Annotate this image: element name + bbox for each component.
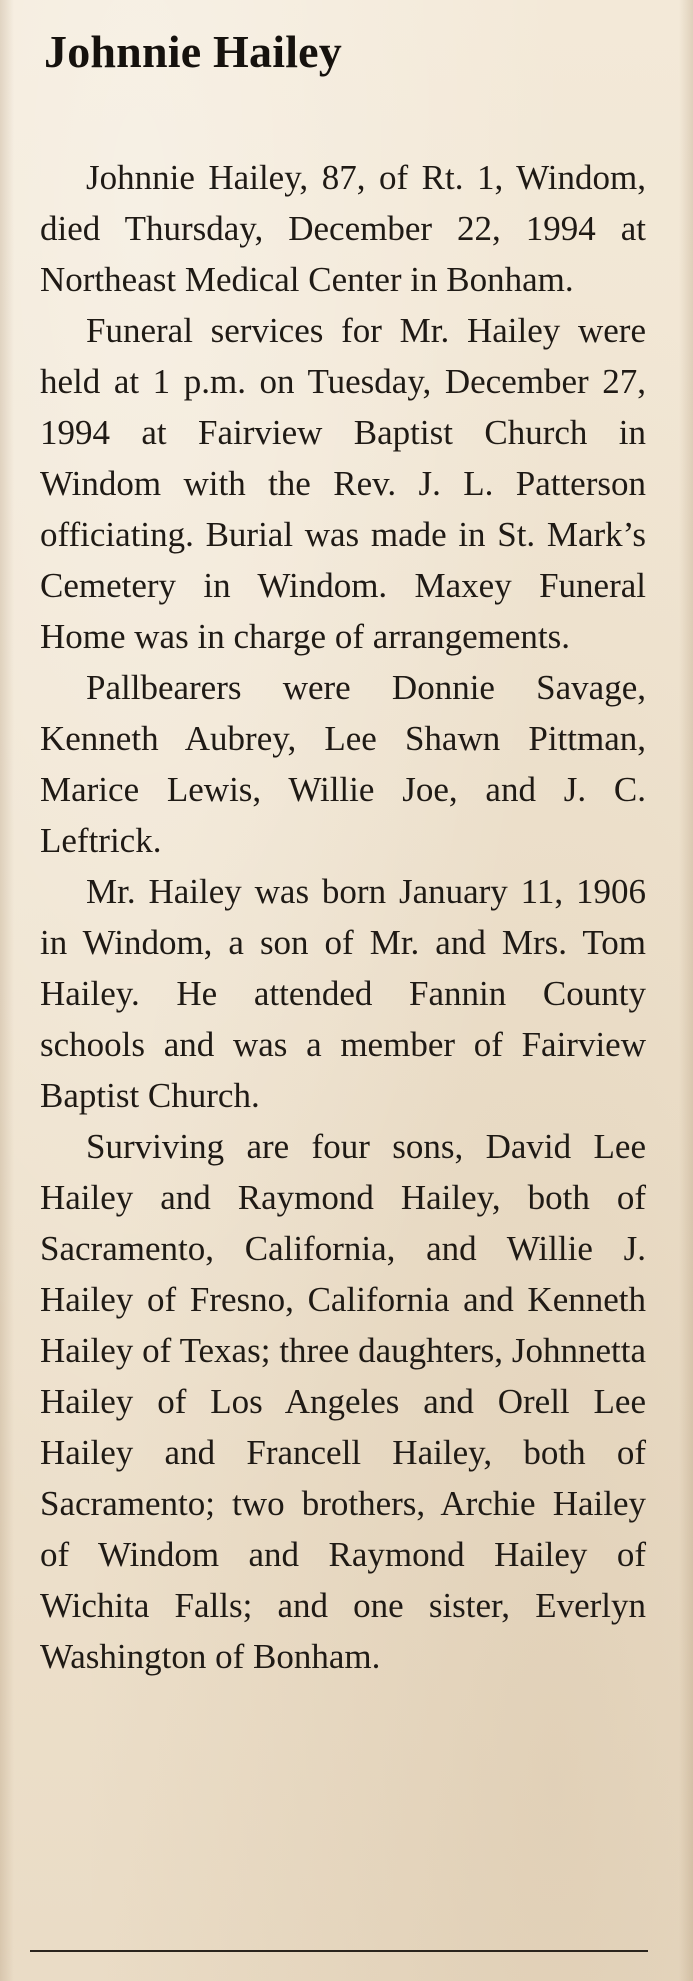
bottom-rule-divider: [30, 1950, 648, 1952]
paper-edge-shadow-left: [0, 0, 14, 1981]
paragraph-survivors: Surviving are four sons, David Lee Hailey and Raymond Hailey, both of Sacramento, California, and Willie J. Hailey of Fresno, California and Kenneth Hailey of Texas; three daughters, Johnnetta Hailey of Los Angeles and Orell Lee Hailey and Francell Hailey, both of Sacramento; two brothers, Archie Hailey of Windom and Raymond Hailey of Wichita Falls; and one sister, Everlyn Washington of Bonham.: [40, 1127, 646, 1676]
paragraph-biography: Mr. Hailey was born January 11, 1906 in Windom, a son of Mr. and Mrs. Tom Hailey. He attended Fannin County schools and was a member of Fairview Baptist Church.: [40, 872, 646, 1115]
paper-edge-shadow-right: [679, 0, 693, 1981]
paragraph-pallbearers: Pallbearers were Donnie Savage, Kenneth Aubrey, Lee Shawn Pittman, Marice Lewis, Willie Joe, and J. C. Leftrick.: [40, 668, 646, 860]
obituary-body: [40, 152, 646, 1682]
obituary-headline: Johnnie Hailey: [44, 26, 343, 77]
paragraph-death-notice: Johnnie Hailey, 87, of Rt. 1, Windom, died Thursday, December 22, 1994 at Northeast Medical Center in Bonham.: [40, 158, 646, 299]
paragraph-funeral-services: Funeral services for Mr. Hailey were held at 1 p.m. on Tuesday, December 27, 1994 at Fairview Baptist Church in Windom with the Rev. J. L. Patterson officiating. Burial was made in St. Mark’s Cemetery in Windom. Maxey Funeral Home was in charge of arrangements.: [40, 311, 646, 656]
